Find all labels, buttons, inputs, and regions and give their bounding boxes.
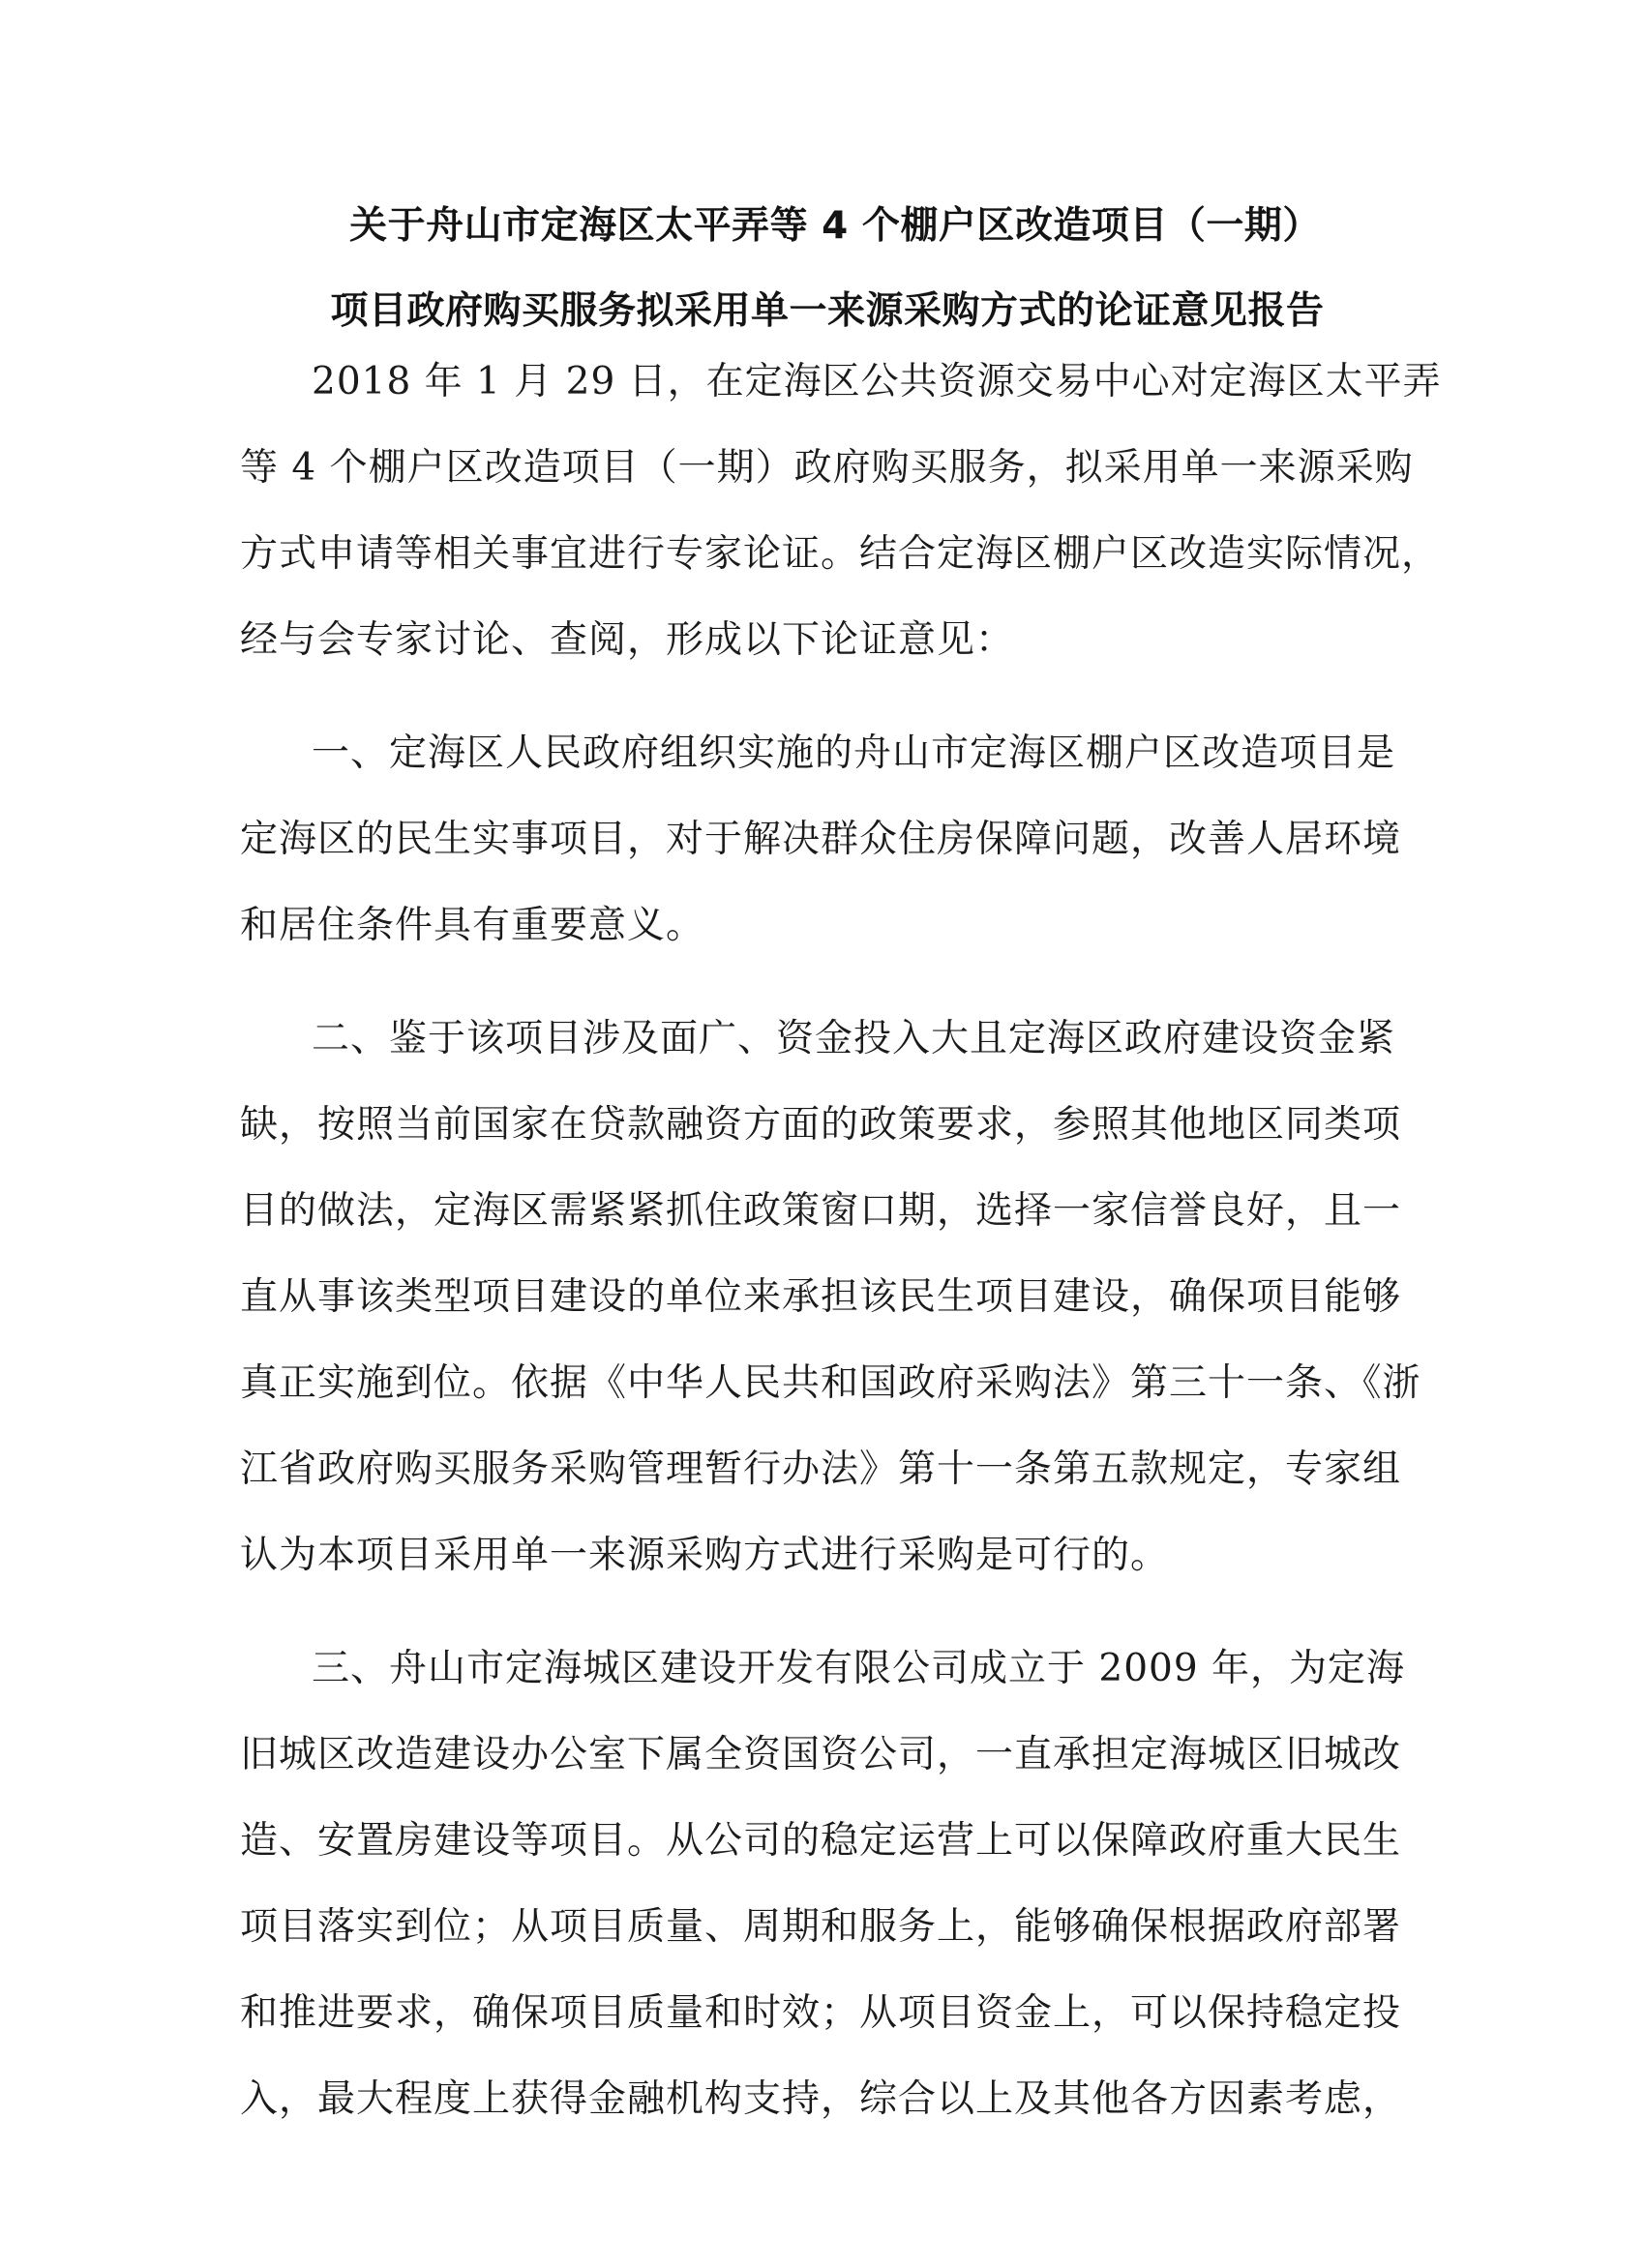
paragraph-point-2 <box>240 996 1421 1598</box>
text-line: 二、鉴于该项目涉及面广、资金投入大且定海区政府建设资金紧 <box>312 1017 1396 1060</box>
text-line: 一、定海区人民政府组织实施的舟山市定海区棚户区改造项目是 <box>312 731 1396 775</box>
text-line: 江省政府购买服务采购管理暂行办法》第十一条第五款规定，专家组 <box>240 1447 1402 1491</box>
text-line: 方式申请等相关事宜进行专家论证。结合定海区棚户区改造实际情况， <box>240 532 1441 576</box>
text-line: 和推进要求，确保项目质量和时效；从项目资金上，可以保持稳定投 <box>240 1991 1402 2035</box>
text-line: 三、舟山市定海城区建设开发有限公司成立于 2009 年，为定海 <box>312 1647 1406 1690</box>
text-line: 和居住条件具有重要意义。 <box>240 904 705 947</box>
text-line: 入，最大程度上获得金融机构支持，综合以上及其他各方因素考虑， <box>240 2077 1402 2121</box>
text-line: 项目落实到位；从项目质量、周期和服务上，能够确保根据政府部署 <box>240 1905 1402 1949</box>
text-line: 经与会专家讨论、查阅，形成以下论证意见： <box>240 618 1015 662</box>
paragraph-point-1 <box>240 710 1402 969</box>
text-line: 造、安置房建设等项目。从公司的稳定运营上可以保障政府重大民生 <box>240 1819 1402 1863</box>
title-line-2: 项目政府购买服务拟采用单一来源采购方式的论证意见报告 <box>330 289 1325 333</box>
text-line: 目的做法，定海区需紧紧抓住政策窗口期，选择一家信誉良好，且一 <box>240 1189 1402 1233</box>
text-line: 等 4 个棚户区改造项目（一期）政府购买服务，拟采用单一来源采购 <box>240 446 1414 490</box>
document-body <box>240 339 1442 2142</box>
text-line: 认为本项目采用单一来源采购方式进行采购是可行的。 <box>240 1534 1170 1577</box>
title-line-1: 关于舟山市定海区太平弄等 4 个棚户区改造项目（一期） <box>349 204 1321 248</box>
text-line: 2018 年 1 月 29 日，在定海区公共资源交易中心对定海区太平弄 <box>312 360 1442 403</box>
paragraph-point-3 <box>240 1626 1406 2142</box>
document-title <box>0 184 1645 354</box>
text-line: 旧城区改造建设办公室下属全资国资公司，一直承担定海城区旧城改 <box>240 1733 1402 1776</box>
text-line: 直从事该类型项目建设的单位来承担该民生项目建设，确保项目能够 <box>240 1275 1402 1319</box>
text-line: 定海区的民生实事项目，对于解决群众住房保障问题，改善人居环境 <box>240 818 1402 861</box>
text-line: 缺，按照当前国家在贷款融资方面的政策要求，参照其他地区同类项 <box>240 1103 1402 1147</box>
paragraph-intro <box>240 339 1442 683</box>
text-line: 真正实施到位。依据《中华人民共和国政府采购法》第三十一条、《浙 <box>240 1361 1421 1405</box>
